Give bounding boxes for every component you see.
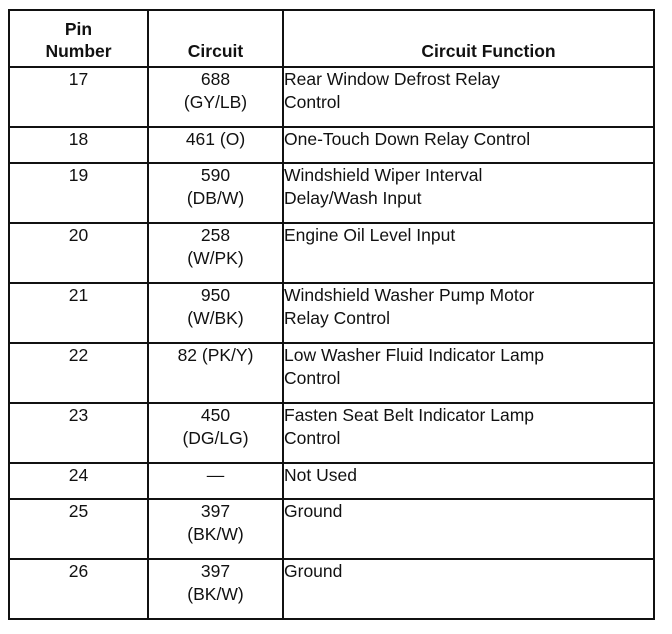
circuit-color: (W/BK) — [187, 308, 244, 328]
table-row — [9, 559, 654, 619]
circuit-number: 82 (PK/Y) — [177, 345, 254, 365]
circuit-number: 461 (O) — [185, 129, 246, 149]
table-row — [9, 283, 654, 343]
pin-header-line1: Pin — [64, 19, 93, 39]
circuit-function-cell — [283, 283, 654, 343]
circuit-cell — [148, 499, 283, 559]
circuit-color: (DG/LG) — [182, 428, 249, 448]
pin-number-cell: 18 — [9, 127, 148, 163]
circuit-function-cell — [283, 559, 654, 619]
table-row — [9, 163, 654, 223]
pin-header-line2: Number — [45, 41, 112, 61]
circuit-cell — [148, 403, 283, 463]
circuit-function-cell — [283, 163, 654, 223]
function-line: Ground — [284, 561, 343, 581]
circuit-function-cell — [283, 127, 654, 163]
function-line: Low Washer Fluid Indicator Lamp — [284, 345, 545, 365]
circuit-function-cell — [283, 499, 654, 559]
circuit-function-cell — [283, 403, 654, 463]
circuit-color: (BK/W) — [187, 524, 244, 544]
function-line: Engine Oil Level Input — [284, 225, 456, 245]
circuit-color: (BK/W) — [187, 584, 244, 604]
circuit-function-header: Circuit Function — [283, 10, 654, 67]
function-line: Delay/Wash Input — [284, 188, 422, 208]
circuit-number: 258 — [200, 225, 231, 245]
function-line: Fasten Seat Belt Indicator Lamp — [284, 405, 534, 425]
function-line: Windshield Washer Pump Motor — [284, 285, 535, 305]
circuit-function-cell — [283, 463, 654, 499]
table-row — [9, 403, 654, 463]
function-line: Not Used — [284, 465, 357, 485]
circuit-cell — [148, 67, 283, 127]
function-line: Control — [284, 92, 341, 112]
pinout-table-page — [8, 9, 655, 618]
circuit-cell — [148, 127, 283, 163]
table-row — [9, 463, 654, 499]
pin-number-header — [9, 10, 148, 67]
circuit-cell — [148, 463, 283, 499]
circuit-cell — [148, 283, 283, 343]
circuit-color: (DB/W) — [186, 188, 245, 208]
pin-number-cell: 17 — [9, 67, 148, 127]
circuit-header: Circuit — [148, 10, 283, 67]
circuit-cell — [148, 343, 283, 403]
pin-number-cell: 26 — [9, 559, 148, 619]
table-row — [9, 67, 654, 127]
circuit-color: (W/PK) — [187, 248, 244, 268]
circuit-color: (GY/LB) — [183, 92, 248, 112]
table-row — [9, 127, 654, 163]
table-row — [9, 343, 654, 403]
pin-circuit-table — [8, 9, 655, 620]
circuit-function-cell — [283, 343, 654, 403]
pin-number-cell: 22 — [9, 343, 148, 403]
circuit-cell — [148, 559, 283, 619]
table-row — [9, 499, 654, 559]
function-line: Control — [284, 368, 341, 388]
pin-number-cell: 20 — [9, 223, 148, 283]
circuit-cell — [148, 163, 283, 223]
function-line: Windshield Wiper Interval — [284, 165, 483, 185]
table-header-row — [9, 10, 654, 67]
function-line: Ground — [284, 501, 343, 521]
pin-number-cell: 24 — [9, 463, 148, 499]
function-line: Control — [284, 428, 341, 448]
circuit-function-cell — [283, 67, 654, 127]
table-row — [9, 223, 654, 283]
function-line: Rear Window Defrost Relay — [284, 69, 500, 89]
circuit-number: 590 — [200, 165, 231, 185]
circuit-function-cell — [283, 223, 654, 283]
pin-number-cell: 23 — [9, 403, 148, 463]
circuit-number: 397 — [200, 501, 231, 521]
pin-number-cell: 19 — [9, 163, 148, 223]
function-line: One-Touch Down Relay Control — [284, 129, 531, 149]
pin-number-cell: 21 — [9, 283, 148, 343]
circuit-number: 397 — [200, 561, 231, 581]
circuit-cell — [148, 223, 283, 283]
circuit-number: — — [206, 465, 225, 485]
circuit-number: 950 — [200, 285, 231, 305]
function-line: Relay Control — [284, 308, 391, 328]
circuit-number: 688 — [200, 69, 231, 89]
pin-number-cell: 25 — [9, 499, 148, 559]
circuit-number: 450 — [200, 405, 231, 425]
